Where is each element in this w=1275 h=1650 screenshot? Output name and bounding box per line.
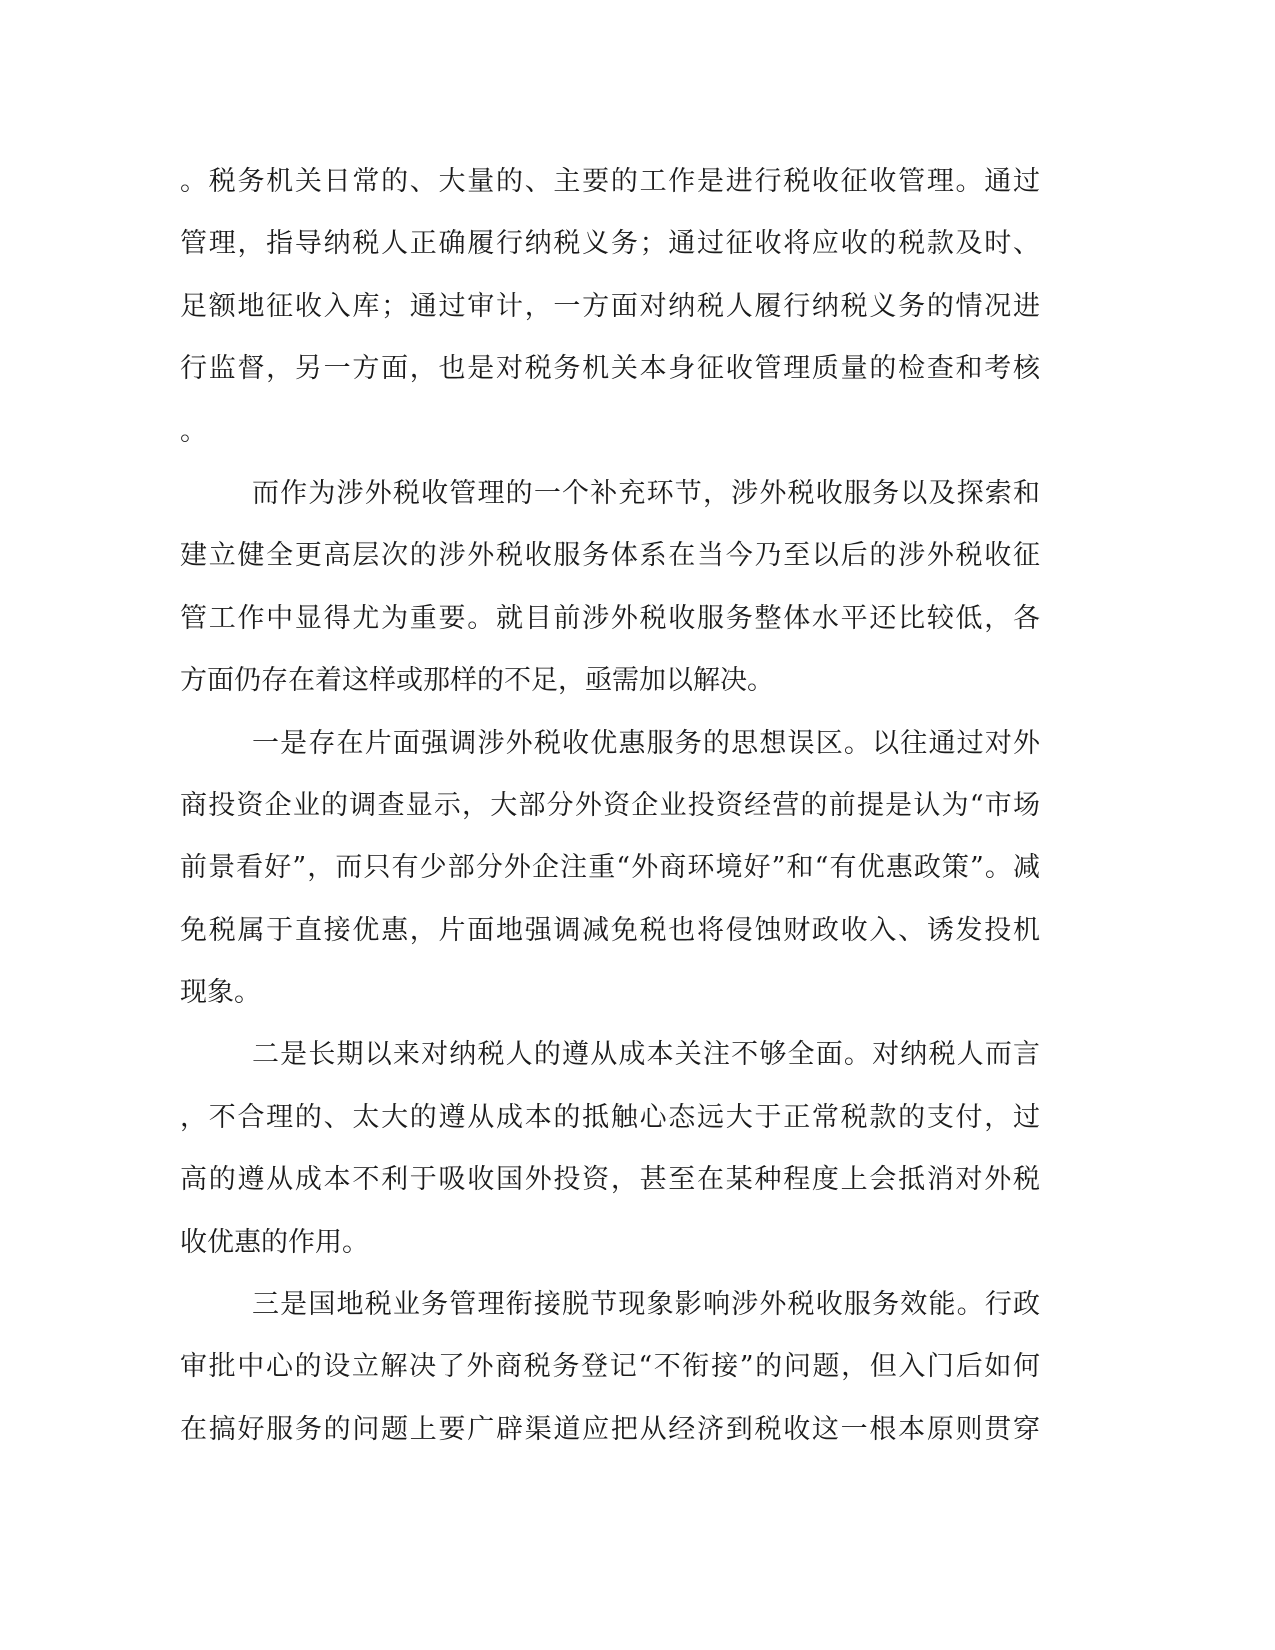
text-line: 足额地征收入库；通过审计，一方面对纳税人履行纳税义务的情况进: [180, 290, 1040, 322]
paragraph-start-line: 一是存在片面强调涉外税收优惠服务的思想误区。以往通过对外: [252, 727, 1040, 759]
text-line: 方面仍存在着这样或那样的不足，亟需加以解决。: [180, 665, 774, 697]
text-line: 前景看好”，而只有少部分外企注重“外商环境好”和“有优惠政策”。减: [180, 852, 1040, 884]
text-line: 管工作中显得尤为重要。就目前涉外税收服务整体水平还比较低，各: [180, 602, 1040, 634]
text-line: 免税属于直接优惠，片面地强调减免税也将侵蚀财政收入、诱发投机: [180, 914, 1040, 946]
text-line: 在搞好服务的问题上要广辟渠道应把从经济到税收这一根本原则贯穿: [180, 1413, 1040, 1445]
text-line: 现象。: [180, 977, 261, 1009]
text-line: 行监督，另一方面，也是对税务机关本身征收管理质量的检查和考核: [180, 353, 1040, 385]
text-line: 商投资企业的调查显示，大部分外资企业投资经营的前提是认为“市场: [180, 789, 1040, 821]
text-line: 。税务机关日常的、大量的、主要的工作是进行税收征收管理。通过: [180, 166, 1040, 197]
text-line: 审批中心的设立解决了外商税务登记“不衔接”的问题，但入门后如何: [180, 1351, 1040, 1383]
text-line: 。: [180, 415, 207, 447]
body-text: [180, 160, 1040, 1470]
text-line: ，不合理的、太大的遵从成本的抵触心态远大于正常税款的支付，过: [180, 1101, 1040, 1133]
text-line: 高的遵从成本不利于吸收国外投资，甚至在某种程度上会抵消对外税: [180, 1164, 1040, 1196]
paragraph-start-line: 三是国地税业务管理衔接脱节现象影响涉外税收服务效能。行政: [252, 1289, 1040, 1321]
paragraph-start-line: 而作为涉外税收管理的一个补充环节，涉外税收服务以及探索和: [252, 477, 1040, 509]
text-line: 管理，指导纳税人正确履行纳税义务；通过征收将应收的税款及时、: [180, 228, 1040, 260]
paragraph-start-line: 二是长期以来对纳税人的遵从成本关注不够全面。对纳税人而言: [252, 1039, 1040, 1071]
text-line: 收优惠的作用。: [180, 1226, 369, 1258]
text-line: 建立健全更高层次的涉外税收服务体系在当今乃至以后的涉外税收征: [180, 540, 1040, 572]
